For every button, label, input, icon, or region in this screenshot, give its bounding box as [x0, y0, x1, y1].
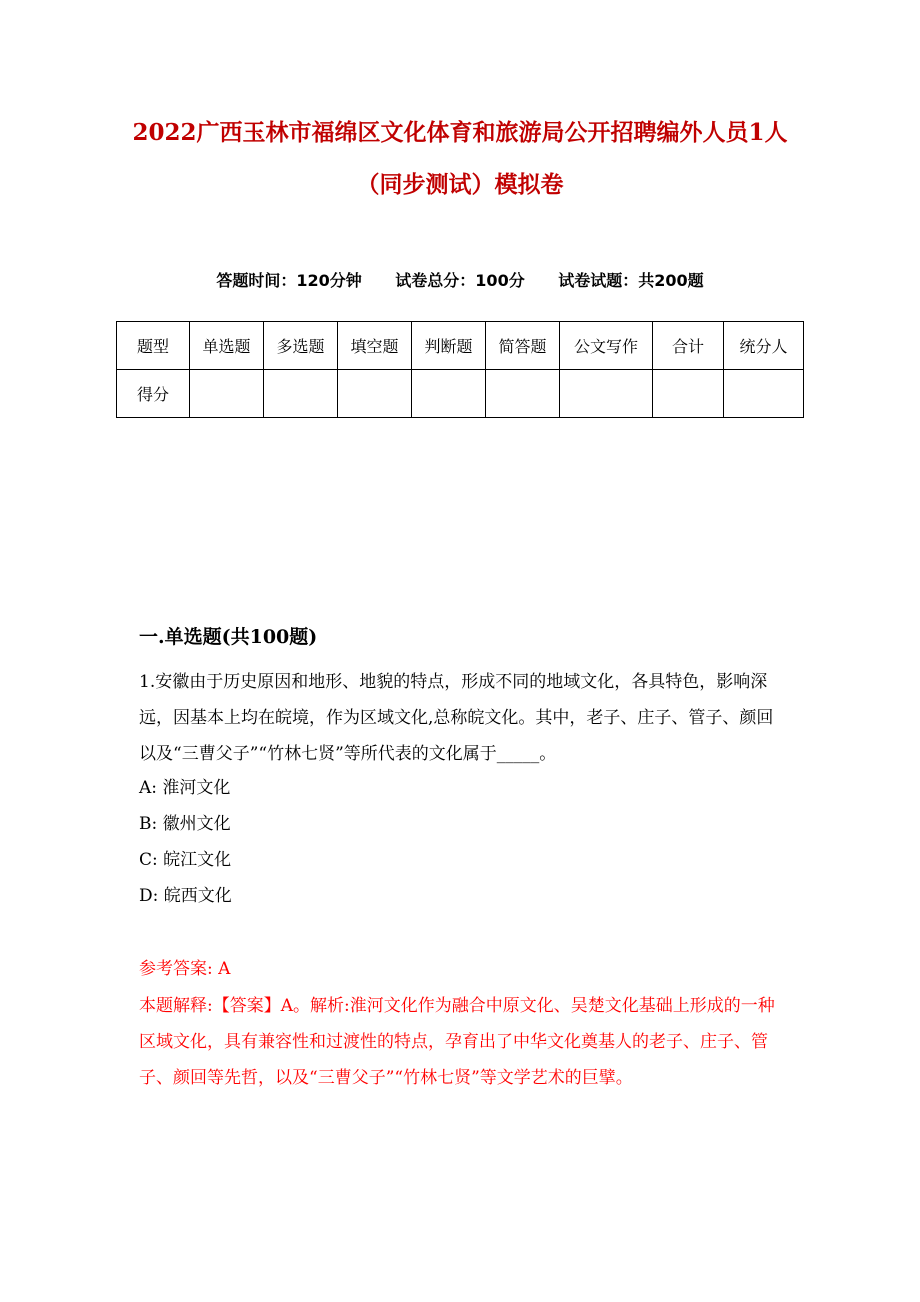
option-a: A: 淮河文化 — [139, 778, 231, 798]
document-title-line2: （同步测试）模拟卷 — [356, 171, 564, 198]
score-table-score-row — [117, 370, 804, 418]
section-title: 一.单选题(共100题) — [139, 626, 318, 648]
exam-question-count: 试卷试题：共200题 — [558, 271, 704, 290]
header-cell: 填空题 — [338, 322, 412, 370]
score-cell — [338, 370, 412, 418]
score-cell — [264, 370, 338, 418]
header-cell: 单选题 — [190, 322, 264, 370]
exam-time: 答题时间：120分钟 — [216, 271, 362, 290]
header-cell: 题型 — [117, 322, 190, 370]
score-row-label: 得分 — [117, 370, 190, 418]
score-table-header-row — [117, 322, 804, 370]
score-cell — [486, 370, 560, 418]
option-b: B: 徽州文化 — [139, 814, 231, 834]
question-text: 1.安徽由于历史原因和地形、地貌的特点，形成不同的地域文化，各具特色，影响深远，因基本上均在皖境，作为区域文化,总称皖文化。其中，老子、庄子、管子、颜回以及“三曹父子”“竹林七贤”等所代表的文化属于_____。 — [139, 672, 774, 764]
option-d: D: 皖西文化 — [139, 886, 232, 906]
score-cell — [412, 370, 486, 418]
explanation: 本题解释:【答案】A。解析:淮河文化作为融合中原文化、吴楚文化基础上形成的一种区域文化，具有兼容性和过渡性的特点，孕育出了中华文化奠基人的老子、庄子、管子、颜回等先哲，以及“三曹父子”“竹林七贤”等文学艺术的巨擘。 — [139, 996, 775, 1088]
score-cell — [653, 370, 724, 418]
score-cell — [560, 370, 653, 418]
score-table — [116, 321, 804, 418]
answer: 参考答案: A — [139, 959, 231, 979]
document-title-line1: 2022广西玉林市福绵区文化体育和旅游局公开招聘编外人员1人 — [132, 119, 788, 146]
exam-info — [0, 268, 920, 291]
exam-total-score: 试卷总分：100分 — [395, 271, 525, 290]
header-cell: 统分人 — [724, 322, 804, 370]
option-c: C: 皖江文化 — [139, 850, 232, 870]
header-cell: 多选题 — [264, 322, 338, 370]
score-cell — [190, 370, 264, 418]
header-cell: 判断题 — [412, 322, 486, 370]
score-cell — [724, 370, 804, 418]
header-cell: 公文写作 — [560, 322, 653, 370]
header-cell: 简答题 — [486, 322, 560, 370]
header-cell: 合计 — [653, 322, 724, 370]
